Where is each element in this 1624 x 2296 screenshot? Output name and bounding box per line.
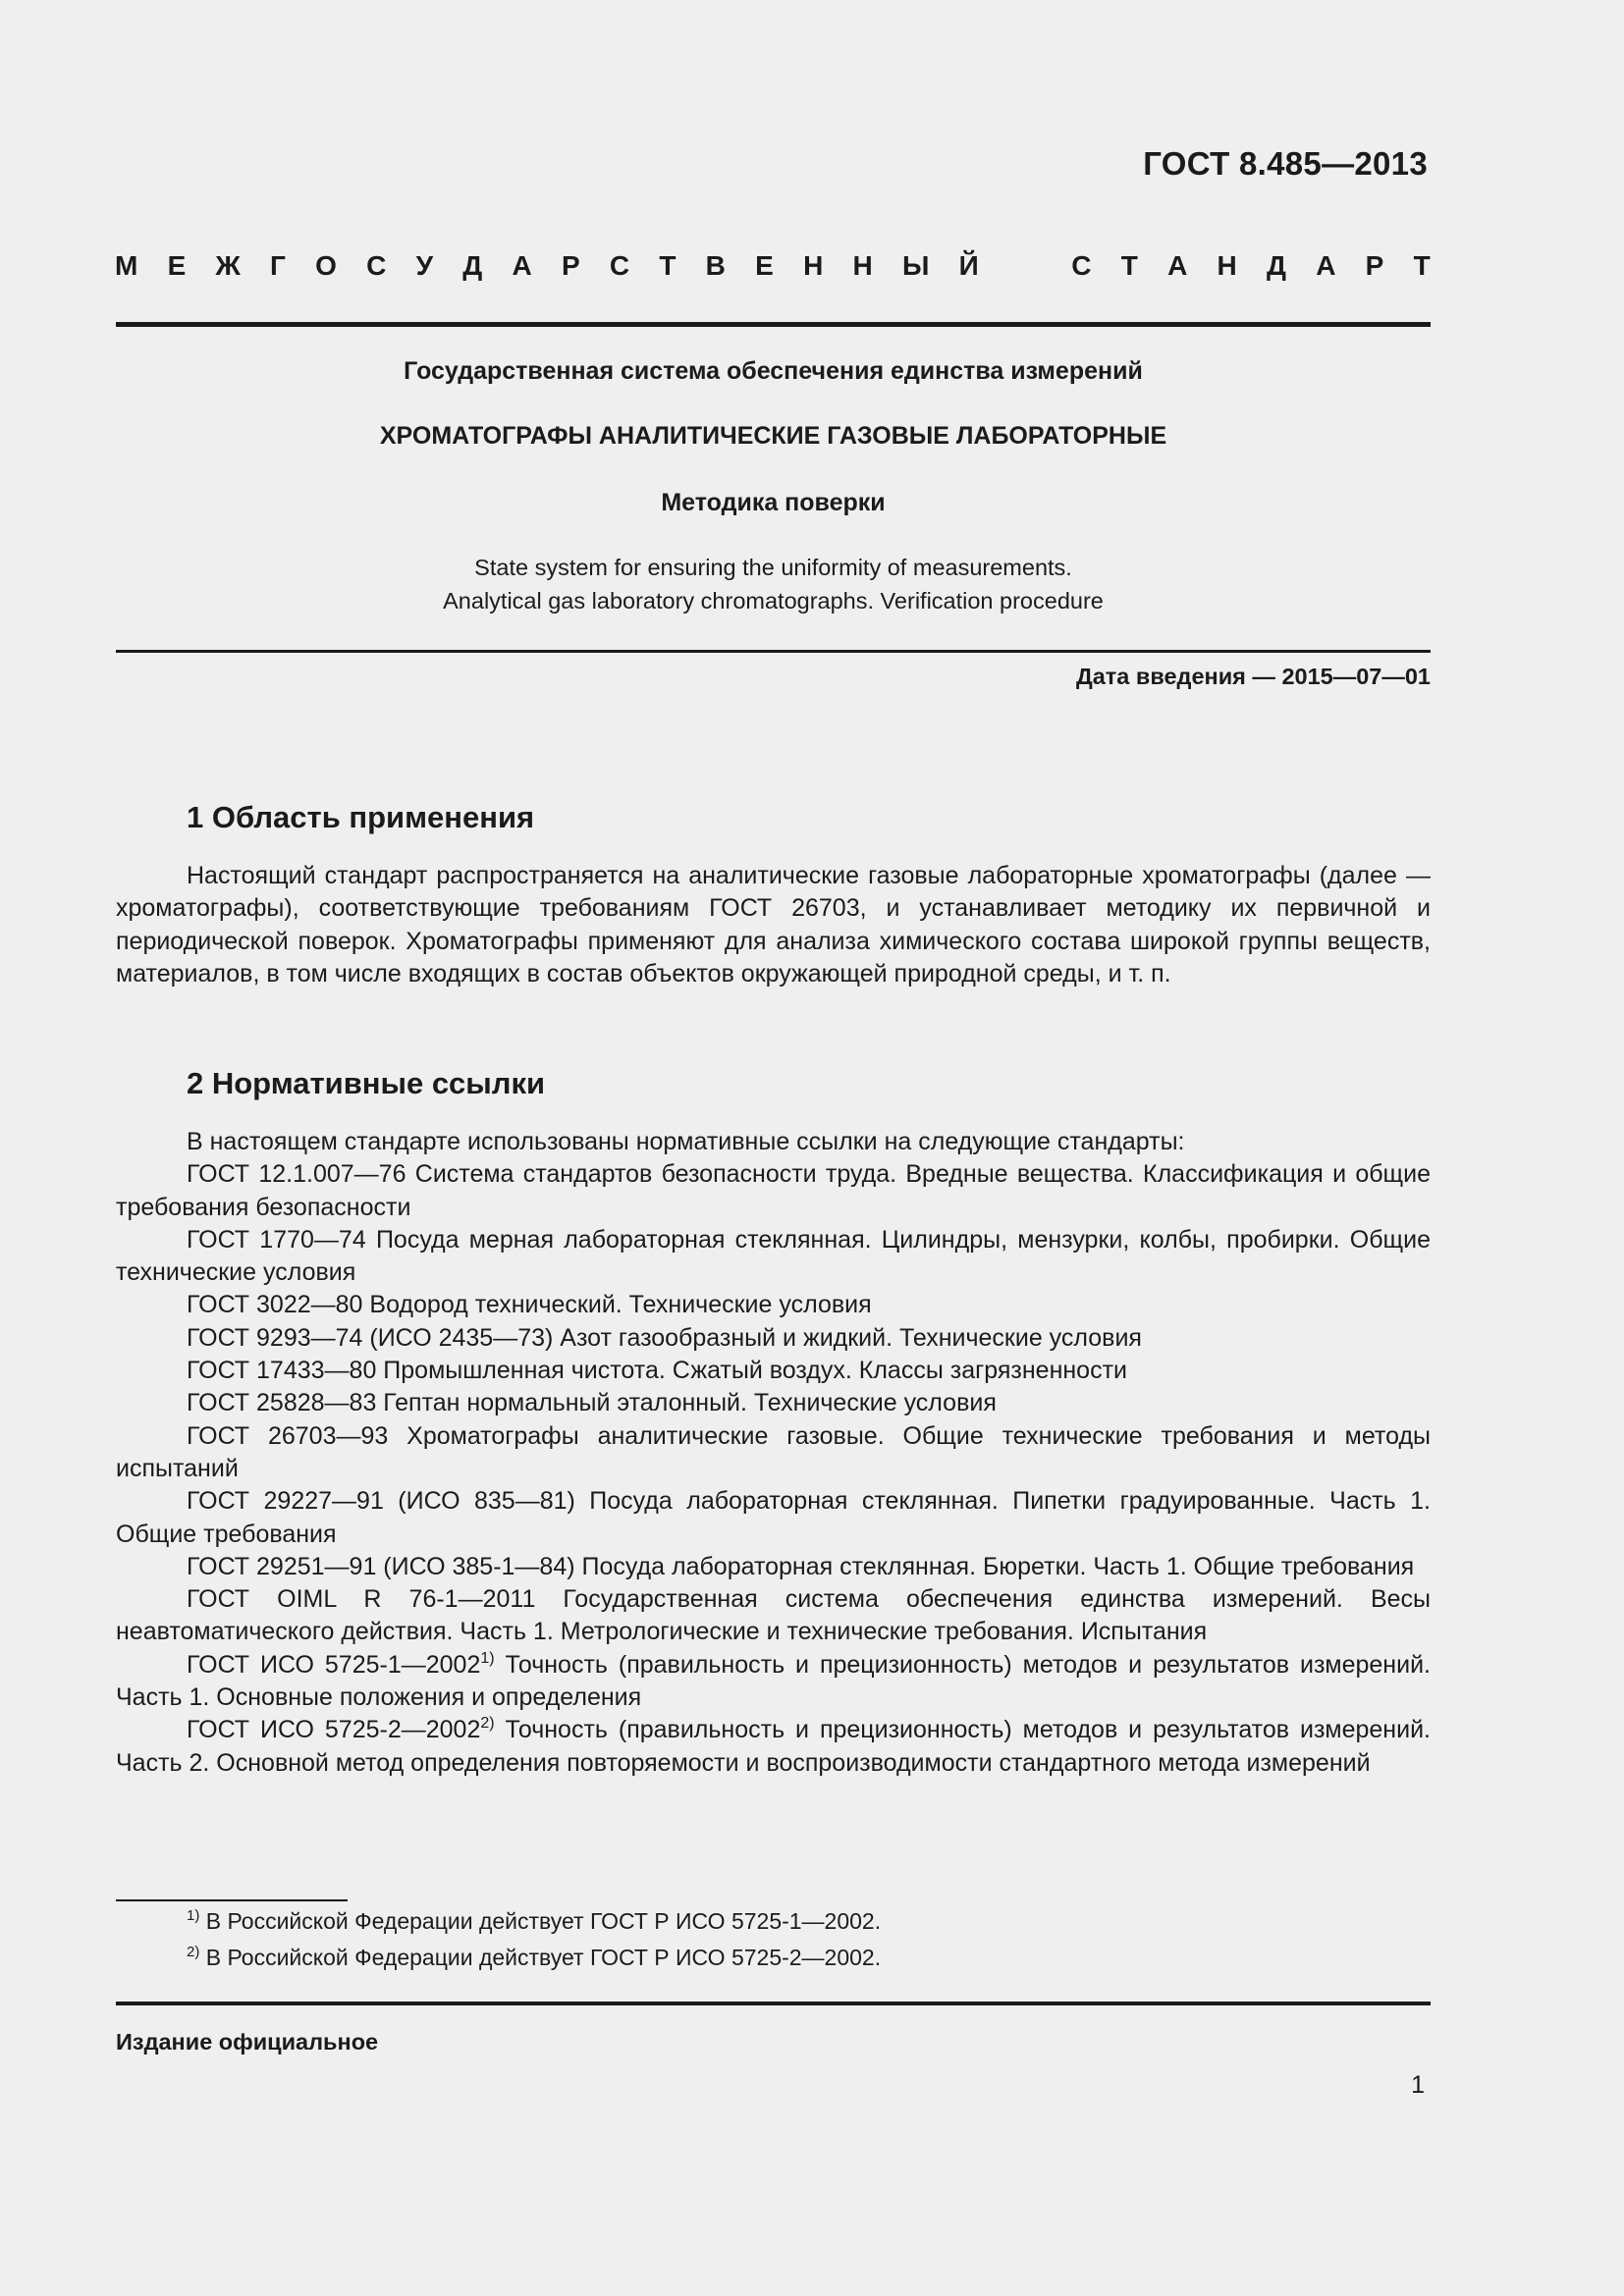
footnote-separator <box>116 1899 348 1901</box>
section-1-paragraph: Настоящий стандарт распространяется на аналитические газовые лабораторные хроматографы (далее — хроматографы), соответствующие требованиям ГОСТ 26703, и устанавливает методику их первичной и периодической поверок. Хроматографы применяют для анализа химического состава широкой группы веществ, материалов, в том числе входящих в состав объектов окружающей природной среды, и т. п. <box>116 862 1431 988</box>
standard-type-letter: Е <box>755 250 774 281</box>
standard-type-letter: Н <box>803 250 824 281</box>
standard-type-letter: Т <box>1120 250 1138 281</box>
standard-type-letter: Т <box>659 250 677 281</box>
standard-type-letter: С <box>1071 250 1092 281</box>
system-name: Государственная система обеспечения единства измерений <box>404 357 1143 385</box>
standard-type-letter: Е <box>167 250 187 281</box>
english-title <box>116 551 1431 617</box>
standard-type-letter: Н <box>852 250 873 281</box>
reference-item: ГОСТ 1770—74 Посуда мерная лабораторная стеклянная. Цилиндры, мензурки, колбы, пробирки. Общие технические условия <box>116 1225 1431 1287</box>
document-title: ХРОМАТОГРАФЫ АНАЛИТИЧЕСКИЕ ГАЗОВЫЕ ЛАБОРАТОРНЫЕ <box>379 422 1167 450</box>
reference-item: ГОСТ 26703—93 Хроматографы аналитические газовые. Общие технические требования и методы испытаний <box>116 1421 1431 1482</box>
footnote-marker: 2) <box>187 1944 200 1960</box>
reference-item: ГОСТ 25828—83 Гептан нормальный эталонный. Технические условия <box>187 1389 997 1417</box>
footnote-marker: 1) <box>480 1649 495 1667</box>
page-number: 1 <box>1411 2071 1425 2099</box>
reference-item: ГОСТ 29251—91 (ИСО 385-1—84) Посуда лабораторная стеклянная. Бюретки. Часть 1. Общие требования <box>187 1552 1415 1580</box>
reference-item: ГОСТ 9293—74 (ИСО 2435—73) Азот газообразный и жидкий. Технические условия <box>187 1323 1142 1352</box>
word-gap <box>1008 250 1042 282</box>
introduction-date: Дата введения — 2015—07—01 <box>1075 664 1431 689</box>
footnote-marker: 2) <box>480 1715 495 1733</box>
standard-type-letter: С <box>609 250 630 281</box>
reference-item-iso-5725-1 <box>116 1649 1431 1715</box>
standard-type-letter: А <box>1316 250 1336 281</box>
section-2-heading: 2 Нормативные ссылки <box>187 1066 546 1100</box>
standard-type-letter: У <box>415 250 434 281</box>
reference-item: ГОСТ OIML R 76-1—2011 Государственная система обеспечения единства измерений. Весы неавтоматического действия. Часть 1. Метрологические и технические требования. Испытания <box>116 1585 1431 1646</box>
edition-label: Издание официальное <box>116 2029 379 2055</box>
standard-type-letter: Д <box>1267 250 1286 281</box>
reference-item: ГОСТ 3022—80 Водород технический. Технические условия <box>187 1291 872 1319</box>
section-2-body <box>116 1126 1431 1780</box>
reference-item: ГОСТ 12.1.007—76 Система стандартов безопасности труда. Вредные вещества. Классификация и общие требования безопасности <box>116 1160 1431 1221</box>
title-block-rule <box>116 650 1431 653</box>
standard-type-letter: М <box>115 250 138 281</box>
standard-type-letter: Т <box>1413 250 1431 281</box>
reference-code: ГОСТ ИСО 5725-2—2002 <box>187 1716 481 1744</box>
reference-item: ГОСТ 17433—80 Промышленная чистота. Сжатый воздух. Классы загрязненности <box>187 1357 1127 1385</box>
standard-type-letter: А <box>512 250 532 281</box>
standard-type-letter: Й <box>958 250 979 281</box>
footnote-2 <box>187 1945 881 1971</box>
standard-type-letter: Р <box>561 250 580 281</box>
bottom-rule <box>116 2002 1431 2005</box>
standard-type-letter: Н <box>1217 250 1237 281</box>
standard-type-letter: Г <box>270 250 286 281</box>
standard-type-letter: Д <box>462 250 483 281</box>
footnote-marker: 1) <box>187 1907 200 1924</box>
footnote-text: В Российской Федерации действует ГОСТ Р ИСО 5725-2—2002. <box>199 1945 882 1970</box>
section-1-body <box>116 860 1431 990</box>
standard-type-heading <box>115 250 1431 282</box>
reference-title: Точность (правильность и прецизионность) методов и результатов измерений. Часть 1. Основные положения и определения <box>116 1650 1431 1712</box>
reference-code: ГОСТ ИСО 5725-1—2002 <box>187 1650 481 1679</box>
standard-type-letter: О <box>315 250 337 281</box>
section-1-heading: 1 Область применения <box>187 800 535 834</box>
section-2-intro: В настоящем стандарте использованы нормативные ссылки на следующие стандарты: <box>187 1128 1185 1155</box>
standard-type-letter: С <box>366 250 387 281</box>
top-rule <box>116 322 1431 327</box>
standard-type-letter: Р <box>1365 250 1384 281</box>
reference-item: ГОСТ 29227—91 (ИСО 835—81) Посуда лабораторная стеклянная. Пипетки градуированные. Часть 1. Общие требования <box>116 1487 1431 1548</box>
standard-type-letter: В <box>705 250 726 281</box>
footnote-text: В Российской Федерации действует ГОСТ Р ИСО 5725-1—2002. <box>199 1908 882 1934</box>
reference-item-iso-5725-2 <box>116 1714 1431 1780</box>
english-title-line1: State system for ensuring the uniformity of measurements. <box>474 555 1072 580</box>
document-number: ГОСТ 8.485—2013 <box>1143 145 1428 182</box>
footnote-1 <box>187 1908 881 1935</box>
standard-type-letter: Ж <box>215 250 241 281</box>
reference-title: Точность (правильность и прецизионность) методов и результатов измерений. Часть 2. Основной метод определения повторяемости и воспроизводимости стандартного метода измерений <box>116 1716 1431 1777</box>
document-subtitle: Методика поверки <box>661 489 886 516</box>
english-title-line2: Analytical gas laboratory chromatographs. Verification procedure <box>443 588 1104 614</box>
standard-type-letter: А <box>1167 250 1188 281</box>
standard-type-letter: Ы <box>902 250 930 281</box>
